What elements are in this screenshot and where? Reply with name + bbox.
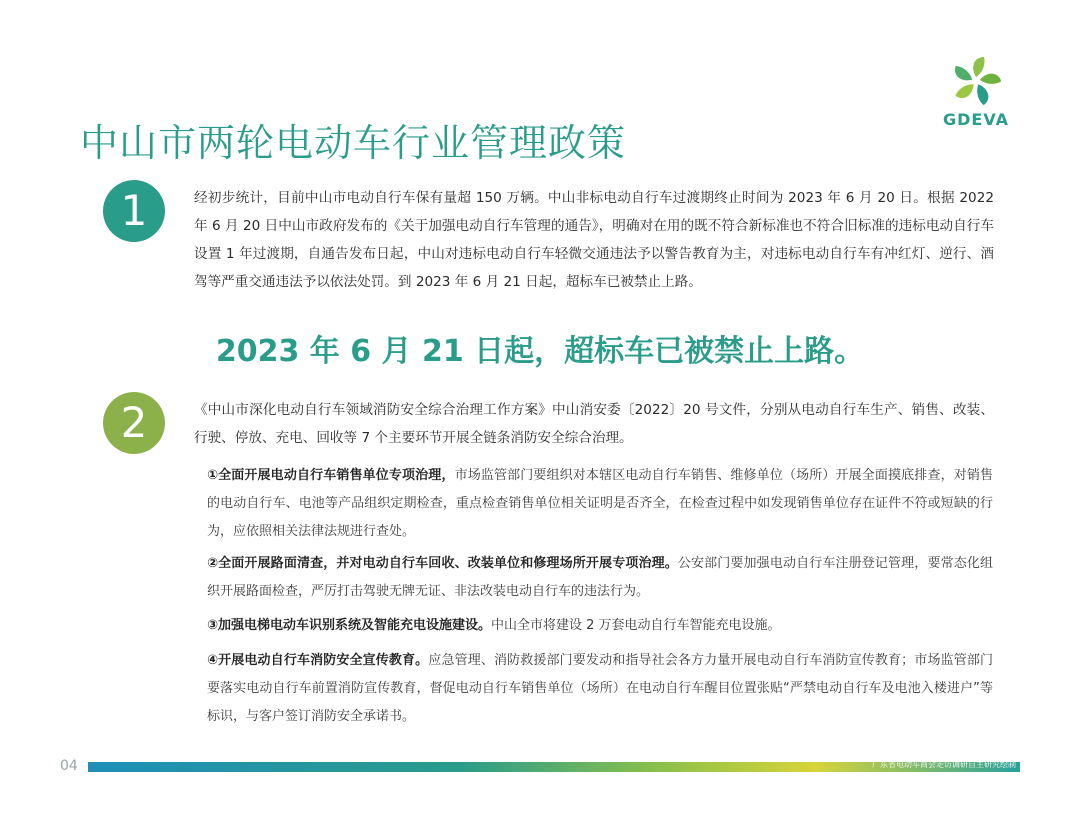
policy-item-2-body: 公安部门要加强电动自行车注册登记管理，要常态化组织开展路面检查，严厉打击驾驶无牌无证、非法改装电动自行车的违法行为。 (207, 556, 993, 599)
policy-item-1 (207, 462, 993, 546)
gdeva-logo (940, 54, 1012, 129)
policy-item-1-heading: ①全面开展电动自行车销售单位专项治理， (207, 468, 455, 483)
gdeva-emblem-icon (949, 54, 1003, 108)
footer-source-note: 广东省电动车商会走访调研自主研究绘制 (872, 760, 1016, 769)
page-number: 04 (60, 758, 78, 774)
policy-item-2 (207, 550, 993, 606)
highlight-statement: 2023 年 6 月 21 日起，超标车已被禁止上路。 (215, 334, 865, 369)
policy-item-1-body: 市场监管部门要组织对本辖区电动自行车销售、维修单位（场所）开展全面摸底排查，对销售的电动自行车、电池等产品组织定期检查，重点检查销售单位相关证明是否齐全，在检查过程中如发现销售单位存在证件不符或短缺的行为，应依照相关法律法规进行查处。 (207, 468, 993, 539)
policy-item-4-body: 应急管理、消防救援部门要发动和指导社会各方力量开展电动自行车消防宣传教育；市场监管部门要落实电动自行车前置消防宣传教育，督促电动自行车销售单位（场所）在电动自行车醒目位置张贴“严禁电动自行车及电池入楼进户”等标识，与客户签订消防安全承诺书。 (207, 653, 993, 724)
section-2-text: 《中山市深化电动自行车领域消防安全综合治理工作方案》中山消安委〔2022〕20 号文件，分别从电动自行车生产、销售、改装、行驶、停放、充电、回收等 7 个主要环节开展全链条消防安全综合治理。 (194, 402, 994, 446)
section-1-number-badge: 1 (103, 180, 165, 242)
section-2-number-badge: 2 (103, 392, 165, 454)
policy-item-2-heading: ②全面开展路面清查，并对电动自行车回收、改装单位和修理场所开展专项治理。 (207, 556, 678, 571)
section-1-text: 经初步统计，目前中山市电动自行车保有量超 150 万辆。中山非标电动自行车过渡期终止时间为 2023 年 6 月 20 日。根据 2022 年 6 月 20 日中山市政府发布的《关于加强电动自行车管理的通告》，明确对在用的既不符合新标准也不符合旧标准的违标电动自行车设置 1 年过渡期，自通告发布日起，中山对违标电动自行车轻微交通违法予以警告教育为主，对违标电动自行车有冲红灯、逆行、酒驾等严重交通违法予以依法处罚。到 2023 年 6 月 21 日起，超标车已被禁止上路。 (194, 190, 994, 290)
page-title: 中山市两轮电动车行业管理政策 (80, 121, 627, 165)
policy-item-3-body: 中山全市将建设 2 万套电动自行车智能充电设施。 (491, 618, 781, 633)
policy-item-4 (207, 647, 993, 731)
policy-item-3-heading: ③加强电梯电动车识别系统及智能充电设施建设。 (207, 618, 492, 633)
policy-item-3 (207, 612, 993, 640)
logo-text: GDEVA (942, 110, 1010, 129)
policy-item-4-heading: ④开展电动自行车消防安全宣传教育。 (207, 653, 429, 668)
